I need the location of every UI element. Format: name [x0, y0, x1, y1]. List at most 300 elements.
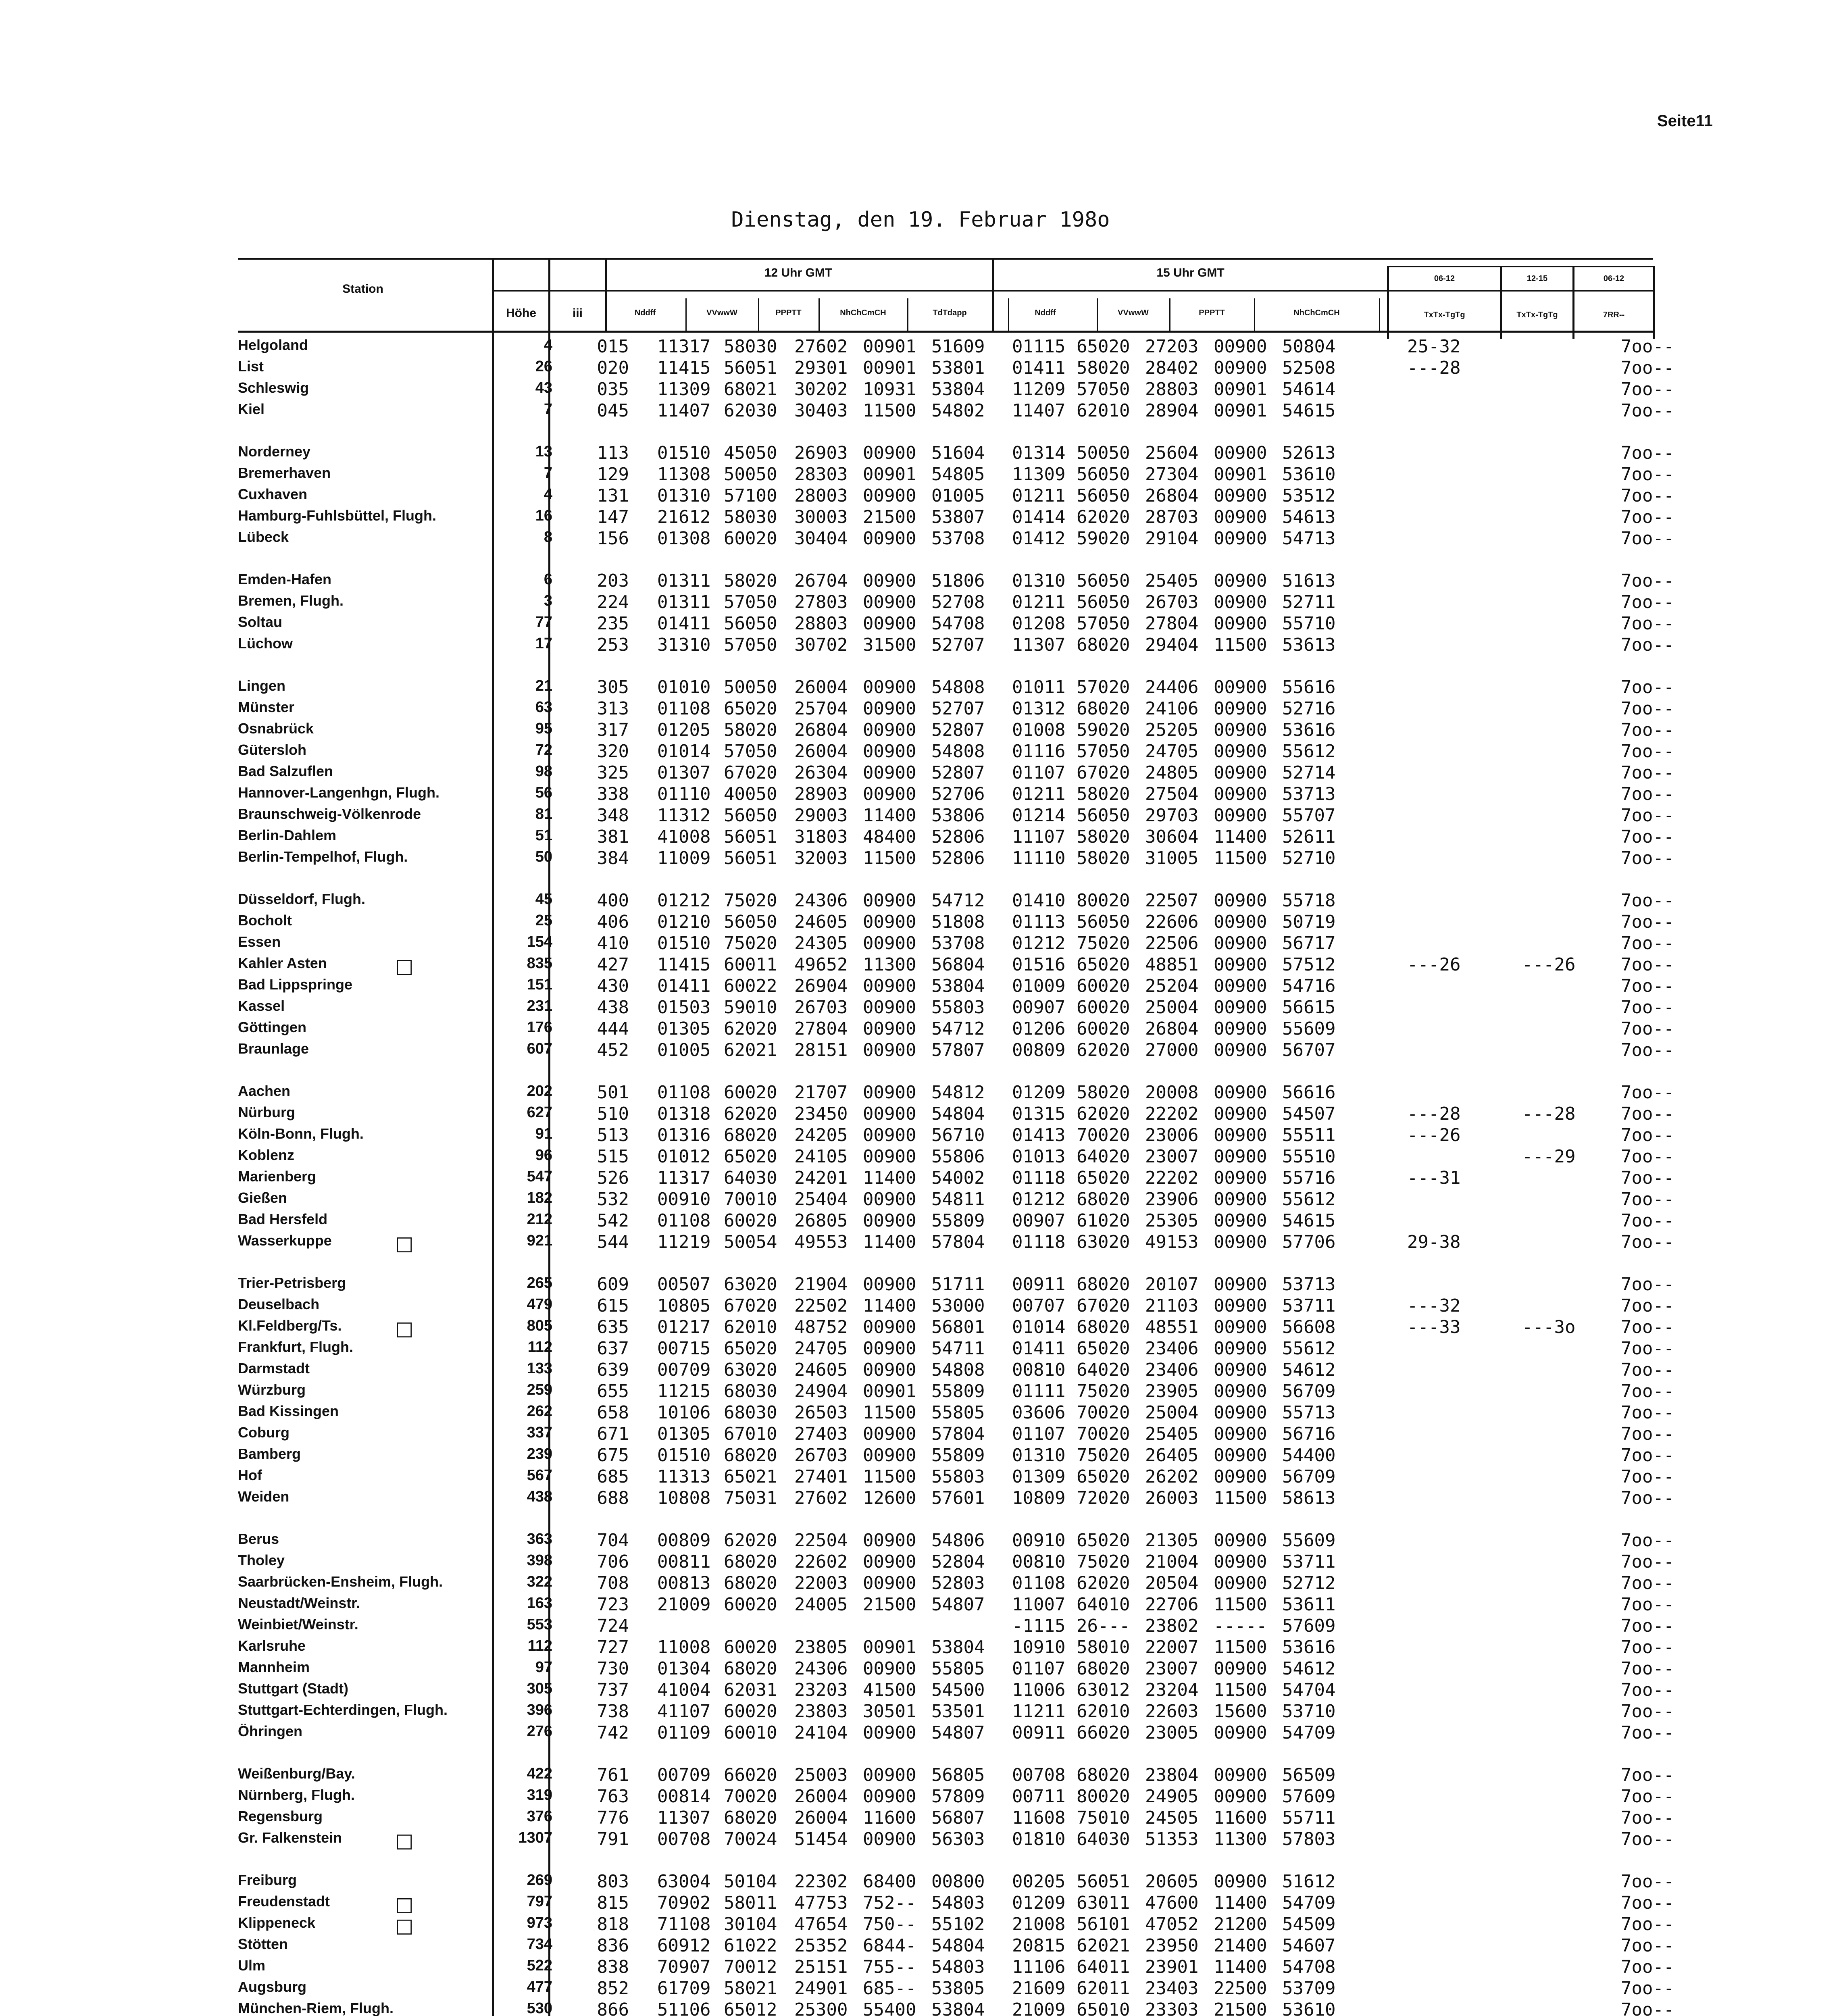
- obs-15h-value: 26804: [1145, 1019, 1199, 1039]
- obs-12h-value: 24105: [794, 1147, 848, 1167]
- obs-12h-value: 49652: [794, 955, 848, 975]
- obs-12h-value: 01318: [657, 1104, 711, 1124]
- obs-12h-value: 00900: [863, 933, 916, 954]
- obs-15h-value: 20107: [1145, 1275, 1199, 1295]
- obs-12h-value: 00900: [863, 699, 916, 719]
- obs-15h-value: 00707: [1012, 1296, 1066, 1316]
- obs-12h-value: 01510: [657, 1445, 711, 1466]
- obs-12h-value: 68020: [724, 1659, 777, 1679]
- table-row: [238, 1702, 1674, 1723]
- station-iii: 020: [597, 358, 629, 378]
- precip-code-value: 7oo--: [1621, 1083, 1674, 1103]
- obs-12h-value: 00900: [863, 891, 916, 911]
- obs-12h-value: 65020: [724, 699, 777, 719]
- obs-12h-value: 00800: [931, 1872, 985, 1892]
- obs-15h-value: 70020: [1077, 1125, 1130, 1145]
- obs-15h-value: 21103: [1145, 1296, 1199, 1316]
- obs-15h-value: 53613: [1282, 635, 1336, 655]
- table-row: [238, 1317, 1674, 1340]
- station-iii: 129: [597, 464, 629, 485]
- station-iii: 156: [597, 529, 629, 549]
- obs-15h-value: 01315: [1012, 1104, 1066, 1124]
- obs-15h-value: 75020: [1077, 1381, 1130, 1402]
- obs-15h-value: 68020: [1077, 635, 1130, 655]
- station-iii: 444: [597, 1019, 629, 1039]
- obs-12h-value: 24205: [794, 1125, 848, 1145]
- station-name: Braunlage: [238, 1040, 309, 1057]
- obs-15h-value: 01107: [1012, 1424, 1066, 1444]
- obs-15h-value: 57512: [1282, 955, 1336, 975]
- station-name: München-Riem, Flugh.: [238, 2000, 394, 2016]
- station-name: Lübeck: [238, 529, 289, 545]
- obs-12h-value: 01307: [657, 763, 711, 783]
- obs-12h-value: 55803: [931, 1467, 985, 1487]
- obs-12h-value: 01212: [657, 891, 711, 911]
- obs-15h-value: 59020: [1077, 720, 1130, 740]
- precip-code-value: 7oo--: [1621, 1659, 1674, 1679]
- obs-12h-value: 30104: [724, 1914, 777, 1935]
- obs-12h-value: 49553: [794, 1232, 848, 1252]
- obs-15h-value: 00900: [1214, 806, 1267, 826]
- obs-12h-value: 28003: [794, 486, 848, 506]
- obs-12h-value: 27803: [794, 592, 848, 612]
- obs-12h-value: 26304: [794, 763, 848, 783]
- obs-12h-value: 22502: [794, 1296, 848, 1316]
- obs-15h-value: 57609: [1282, 1616, 1336, 1636]
- station-height: 45: [535, 891, 552, 908]
- obs-15h-value: 47600: [1145, 1893, 1199, 1913]
- obs-12h-value: 11312: [657, 806, 711, 826]
- obs-15h-value: 22202: [1145, 1168, 1199, 1188]
- station-iii: 427: [597, 955, 629, 975]
- range-12-15-value: ---3o: [1522, 1317, 1576, 1337]
- obs-12h-value: 26704: [794, 571, 848, 591]
- table-row: [238, 848, 1674, 870]
- obs-12h-value: 00910: [657, 1189, 711, 1210]
- obs-15h-value: 00900: [1214, 1211, 1267, 1231]
- obs-15h-value: 10809: [1012, 1488, 1066, 1508]
- table-row: [238, 1829, 1674, 1852]
- obs-12h-value: 52807: [931, 763, 985, 783]
- obs-12h-value: 27602: [794, 337, 848, 357]
- obs-15h-value: 00900: [1214, 1765, 1267, 1785]
- obs-15h-value: 00900: [1214, 1723, 1267, 1743]
- table-row: [238, 337, 1674, 358]
- obs-12h-value: 26903: [794, 443, 848, 463]
- obs-15h-value: 00900: [1214, 1381, 1267, 1402]
- obs-12h-value: 11317: [657, 1168, 711, 1188]
- obs-12h-value: 11415: [657, 358, 711, 378]
- obs-12h-value: 01510: [657, 933, 711, 954]
- station-height: 530: [527, 2000, 552, 2016]
- obs-15h-value: 10910: [1012, 1637, 1066, 1658]
- precip-code-value: 7oo--: [1621, 1360, 1674, 1380]
- obs-12h-value: 56805: [931, 1765, 985, 1785]
- obs-12h-value: 53805: [931, 1979, 985, 1999]
- station-height: 265: [527, 1275, 552, 1291]
- obs-12h-value: 00813: [657, 1573, 711, 1593]
- obs-15h-value: 01011: [1012, 677, 1066, 698]
- table-row: [238, 1125, 1674, 1147]
- station-iii: 727: [597, 1637, 629, 1658]
- obs-15h-value: 00711: [1012, 1787, 1066, 1807]
- precip-code-value: 7oo--: [1621, 1936, 1674, 1956]
- obs-12h-value: 65020: [724, 1339, 777, 1359]
- obs-15h-value: 00900: [1214, 699, 1267, 719]
- obs-12h-value: 75031: [724, 1488, 777, 1508]
- table-row: [238, 1147, 1674, 1168]
- obs-12h-value: 01316: [657, 1125, 711, 1145]
- obs-15h-value: 00900: [1214, 592, 1267, 612]
- station-iii: 866: [597, 2000, 629, 2016]
- precip-code-value: 7oo--: [1621, 592, 1674, 612]
- obs-12h-value: 00900: [863, 1531, 916, 1551]
- station-header: Station: [342, 282, 383, 296]
- station-iii: 253: [597, 635, 629, 655]
- obs-15h-value: 22007: [1145, 1637, 1199, 1658]
- obs-12h-value: 60020: [724, 1211, 777, 1231]
- station-iii: 203: [597, 571, 629, 591]
- obs-15h-value: 64020: [1077, 1147, 1130, 1167]
- obs-15h-value: 11600: [1214, 1808, 1267, 1828]
- table-row: [238, 1381, 1674, 1403]
- obs-12h-value: 27403: [794, 1424, 848, 1444]
- obs-15h-value: 55713: [1282, 1403, 1336, 1423]
- obs-15h-value: 20008: [1145, 1083, 1199, 1103]
- obs-15h-value: 54709: [1282, 1893, 1336, 1913]
- obs-12h-value: 00900: [863, 741, 916, 762]
- obs-15h-value: 00900: [1214, 1360, 1267, 1380]
- obs-15h-value: 65020: [1077, 1168, 1130, 1188]
- obs-15h-value: 24406: [1145, 677, 1199, 698]
- station-marker: □: [395, 1829, 414, 1852]
- obs-15h-value: 00900: [1214, 1147, 1267, 1167]
- obs-15h-value: 00907: [1012, 998, 1066, 1018]
- table-row: [238, 507, 1674, 529]
- obs-15h-value: 55716: [1282, 1168, 1336, 1188]
- obs-12h-value: 54803: [931, 1957, 985, 1977]
- obs-15h-value: 54613: [1282, 507, 1336, 527]
- obs-12h-value: 10106: [657, 1403, 711, 1423]
- obs-15h-value: 01810: [1012, 1829, 1066, 1849]
- obs-12h-value: 56801: [931, 1317, 985, 1337]
- obs-15h-value: 00900: [1214, 677, 1267, 698]
- precip-code-value: 7oo--: [1621, 784, 1674, 804]
- station-height: 98: [535, 763, 552, 780]
- obs-15h-value: 55711: [1282, 1808, 1336, 1828]
- obs-15h-value: 55710: [1282, 614, 1336, 634]
- obs-15h-value: 01211: [1012, 784, 1066, 804]
- obs-15h-value: 54709: [1282, 1723, 1336, 1743]
- obs-15h-value: 56050: [1077, 571, 1130, 591]
- obs-15h-value: 52508: [1282, 358, 1336, 378]
- obs-12h-value: 57050: [724, 741, 777, 762]
- station-iii: 658: [597, 1403, 629, 1423]
- obs-15h-value: 53616: [1282, 720, 1336, 740]
- obs-12h-value: 00900: [863, 1317, 916, 1337]
- obs-12h-value: 68400: [863, 1872, 916, 1892]
- table-row: [238, 1573, 1674, 1595]
- obs-12h-value: 21009: [657, 1595, 711, 1615]
- obs-12h-value: 00900: [863, 720, 916, 740]
- precip-code-value: 7oo--: [1621, 1211, 1674, 1231]
- table-row: [238, 1083, 1674, 1104]
- obs-15h-value: 00900: [1214, 443, 1267, 463]
- obs-15h-value: 01116: [1012, 741, 1066, 762]
- table-row: [238, 827, 1674, 848]
- obs-12h-value: 48400: [863, 827, 916, 847]
- period-header: 06-12: [1603, 274, 1624, 283]
- obs-15h-value: 56050: [1077, 486, 1130, 506]
- obs-12h-value: 00900: [863, 1104, 916, 1124]
- obs-12h-value: 28903: [794, 784, 848, 804]
- station-name: Weinbiet/Weinstr.: [238, 1616, 358, 1633]
- station-marker: □: [395, 1317, 414, 1340]
- station-name: Kl.Feldberg/Ts.: [238, 1317, 342, 1334]
- station-height: 112: [527, 1339, 552, 1356]
- obs-15h-value: 60020: [1077, 998, 1130, 1018]
- obs-12h-value: 00900: [863, 976, 916, 996]
- obs-15h-value: 26405: [1145, 1445, 1199, 1466]
- obs-12h-value: 62010: [724, 1317, 777, 1337]
- obs-12h-value: 54808: [931, 677, 985, 698]
- obs-12h-value: 41500: [863, 1680, 916, 1700]
- table-row: [238, 1765, 1674, 1787]
- station-name: Stötten: [238, 1936, 288, 1952]
- document-title: Dienstag, den 19. Februar 198o: [731, 208, 1110, 232]
- obs-15h-value: 01009: [1012, 976, 1066, 996]
- obs-15h-value: 00910: [1012, 1531, 1066, 1551]
- obs-12h-value: 00900: [863, 1211, 916, 1231]
- obs-15h-value: 24805: [1145, 763, 1199, 783]
- obs-12h-value: 24605: [794, 912, 848, 932]
- obs-12h-value: 00900: [863, 912, 916, 932]
- obs-12h-value: 57100: [724, 486, 777, 506]
- obs-15h-value: 67020: [1077, 1296, 1130, 1316]
- obs-12h-value: 54804: [931, 1104, 985, 1124]
- obs-12h-value: 28151: [794, 1040, 848, 1060]
- station-iii: 639: [597, 1360, 629, 1380]
- station-height: 322: [527, 1573, 552, 1590]
- station-iii: 609: [597, 1275, 629, 1295]
- obs-15h-value: 01108: [1012, 1573, 1066, 1593]
- obs-15h-value: 25405: [1145, 1424, 1199, 1444]
- obs-15h-value: 53713: [1282, 784, 1336, 804]
- obs-12h-value: 00900: [863, 1275, 916, 1295]
- station-height: 276: [527, 1723, 552, 1740]
- obs-12h-value: 00900: [863, 1019, 916, 1039]
- obs-12h-value: 60020: [724, 1702, 777, 1722]
- obs-12h-value: 00900: [863, 1040, 916, 1060]
- station-iii: 761: [597, 1765, 629, 1785]
- station-iii: 671: [597, 1424, 629, 1444]
- obs-15h-value: 21008: [1012, 1914, 1066, 1935]
- obs-15h-value: 00900: [1214, 1125, 1267, 1145]
- obs-15h-value: 00900: [1214, 1403, 1267, 1423]
- station-name: Kiel: [238, 401, 265, 417]
- obs-15h-value: 56608: [1282, 1317, 1336, 1337]
- station-height: 163: [527, 1595, 552, 1612]
- obs-15h-value: 80020: [1077, 1787, 1130, 1807]
- obs-15h-value: 11307: [1012, 635, 1066, 655]
- obs-15h-value: 00900: [1214, 1189, 1267, 1210]
- station-height: 182: [527, 1189, 552, 1206]
- obs-12h-value: 11400: [863, 1232, 916, 1252]
- precip-code-value: 7oo--: [1621, 1765, 1674, 1785]
- obs-15h-value: 01208: [1012, 614, 1066, 634]
- obs-15h-value: 00900: [1214, 891, 1267, 911]
- station-height: 212: [527, 1211, 552, 1228]
- station-height: 363: [527, 1531, 552, 1547]
- obs-15h-value: 01414: [1012, 507, 1066, 527]
- obs-15h-value: 52710: [1282, 848, 1336, 868]
- obs-12h-value: 68030: [724, 1403, 777, 1423]
- obs-15h-value: 00900: [1214, 912, 1267, 932]
- obs-15h-value: 68020: [1077, 1317, 1130, 1337]
- obs-12h-value: 26904: [794, 976, 848, 996]
- obs-12h-value: 23203: [794, 1680, 848, 1700]
- station-name: Ulm: [238, 1957, 266, 1974]
- height-header: Höhe: [506, 306, 536, 320]
- station-name: Bamberg: [238, 1445, 301, 1462]
- precip-code-value: 7oo--: [1621, 1616, 1674, 1636]
- obs-12h-value: 01308: [657, 529, 711, 549]
- obs-12h-value: 62031: [724, 1680, 777, 1700]
- station-iii: 510: [597, 1104, 629, 1124]
- station-height: 50: [535, 848, 552, 865]
- obs-15h-value: 57020: [1077, 677, 1130, 698]
- obs-15h-value: 11500: [1214, 1680, 1267, 1700]
- obs-15h-value: 01413: [1012, 1125, 1066, 1145]
- obs-12h-value: 75020: [724, 891, 777, 911]
- table-row: [238, 1104, 1674, 1125]
- station-iii: 730: [597, 1659, 629, 1679]
- precip-code-value: 7oo--: [1621, 337, 1674, 357]
- obs-12h-value: 01005: [657, 1040, 711, 1060]
- obs-12h-value: 67020: [724, 1296, 777, 1316]
- obs-15h-value: 54704: [1282, 1680, 1336, 1700]
- table-row: [238, 614, 1674, 635]
- station-name: Braunschweig-Völkenrode: [238, 806, 421, 822]
- obs-15h-value: 55616: [1282, 677, 1336, 698]
- station-iii: 724: [597, 1616, 629, 1636]
- precip-code-value: 7oo--: [1621, 1019, 1674, 1039]
- obs-15h-value: 51353: [1145, 1829, 1199, 1849]
- station-height: 269: [527, 1872, 552, 1889]
- obs-15h-value: 28803: [1145, 379, 1199, 400]
- obs-12h-value: 58011: [724, 1893, 777, 1913]
- obs-15h-value: 00900: [1214, 1424, 1267, 1444]
- obs-12h-value: 31310: [657, 635, 711, 655]
- obs-12h-value: 58020: [724, 720, 777, 740]
- station-iii: 131: [597, 486, 629, 506]
- station-height: 547: [527, 1168, 552, 1185]
- obs-12h-value: 52708: [931, 592, 985, 612]
- precip-code-value: 7oo--: [1621, 1040, 1674, 1060]
- obs-15h-value: 22506: [1145, 933, 1199, 954]
- obs-15h-value: 53512: [1282, 486, 1336, 506]
- precip-code-value: 7oo--: [1621, 614, 1674, 634]
- obs-12h-value: 01108: [657, 1211, 711, 1231]
- precip-code-value: 7oo--: [1621, 1702, 1674, 1722]
- obs-15h-value: 00900: [1214, 1531, 1267, 1551]
- station-iii: 501: [597, 1083, 629, 1103]
- station-name: Essen: [238, 933, 281, 950]
- obs-15h-value: 56716: [1282, 1424, 1336, 1444]
- station-iii: 224: [597, 592, 629, 612]
- obs-15h-value: 01411: [1012, 1339, 1066, 1359]
- obs-15h-value: 23802: [1145, 1616, 1199, 1636]
- precip-code-value: 7oo--: [1621, 1488, 1674, 1508]
- obs-15h-value: 23406: [1145, 1360, 1199, 1380]
- obs-12h-value: 01510: [657, 443, 711, 463]
- obs-12h-value: 11400: [863, 806, 916, 826]
- station-name: Soltau: [238, 614, 283, 630]
- station-height: 25: [535, 912, 552, 929]
- station-name: Bad Salzuflen: [238, 763, 333, 779]
- station-name: Gießen: [238, 1189, 287, 1206]
- obs-15h-value: 53711: [1282, 1552, 1336, 1572]
- obs-12h-value: 26703: [794, 1445, 848, 1466]
- obs-12h-value: 10805: [657, 1296, 711, 1316]
- obs-12h-value: 01108: [657, 1083, 711, 1103]
- obs-15h-value: 57050: [1077, 614, 1130, 634]
- obs-15h-value: 31005: [1145, 848, 1199, 868]
- station-iii: 406: [597, 912, 629, 932]
- obs-15h-value: 01107: [1012, 1659, 1066, 1679]
- obs-12h-value: 00709: [657, 1765, 711, 1785]
- station-name: Gütersloh: [238, 741, 307, 758]
- precip-code-value: 7oo--: [1621, 1147, 1674, 1167]
- obs-15h-value: 52716: [1282, 699, 1336, 719]
- obs-15h-value: 11300: [1214, 1829, 1267, 1849]
- station-name: Münster: [238, 699, 295, 715]
- table-row: [238, 1296, 1674, 1317]
- precip-code-value: 7oo--: [1621, 933, 1674, 954]
- obs-12h-value: 55809: [931, 1381, 985, 1402]
- obs-12h-value: 31500: [863, 635, 916, 655]
- obs-15h-value: 56050: [1077, 806, 1130, 826]
- obs-15h-value: 01310: [1012, 571, 1066, 591]
- precip-code-value: 7oo--: [1621, 529, 1674, 549]
- station-height: 973: [527, 1914, 552, 1931]
- obs-15h-value: 24106: [1145, 699, 1199, 719]
- station-name: Trier-Petrisberg: [238, 1275, 346, 1291]
- station-name: List: [238, 358, 264, 375]
- obs-15h-value: 56050: [1077, 464, 1130, 485]
- table-row: [238, 1168, 1674, 1189]
- obs-15h-value: 01118: [1012, 1168, 1066, 1188]
- obs-15h-value: 23804: [1145, 1765, 1199, 1785]
- precip-code-value: 7oo--: [1621, 1723, 1674, 1743]
- station-name: Mannheim: [238, 1659, 310, 1675]
- table-row: [238, 571, 1674, 592]
- station-height: 63: [535, 699, 552, 716]
- station-height: 319: [527, 1787, 552, 1804]
- station-height: 396: [527, 1702, 552, 1718]
- obs-12h-value: 755--: [863, 1957, 916, 1977]
- obs-15h-value: 11500: [1214, 1595, 1267, 1615]
- obs-15h-value: 00900: [1214, 1573, 1267, 1593]
- station-iii: 147: [597, 507, 629, 527]
- station-iii: 615: [597, 1296, 629, 1316]
- table-row: [238, 976, 1674, 998]
- station-name: Nürnberg, Flugh.: [238, 1787, 355, 1803]
- obs-15h-value: 23406: [1145, 1339, 1199, 1359]
- range-06-12-value: ---26: [1407, 1125, 1461, 1145]
- station-name: Weißenburg/Bay.: [238, 1765, 355, 1782]
- obs-15h-value: 21609: [1012, 1979, 1066, 1999]
